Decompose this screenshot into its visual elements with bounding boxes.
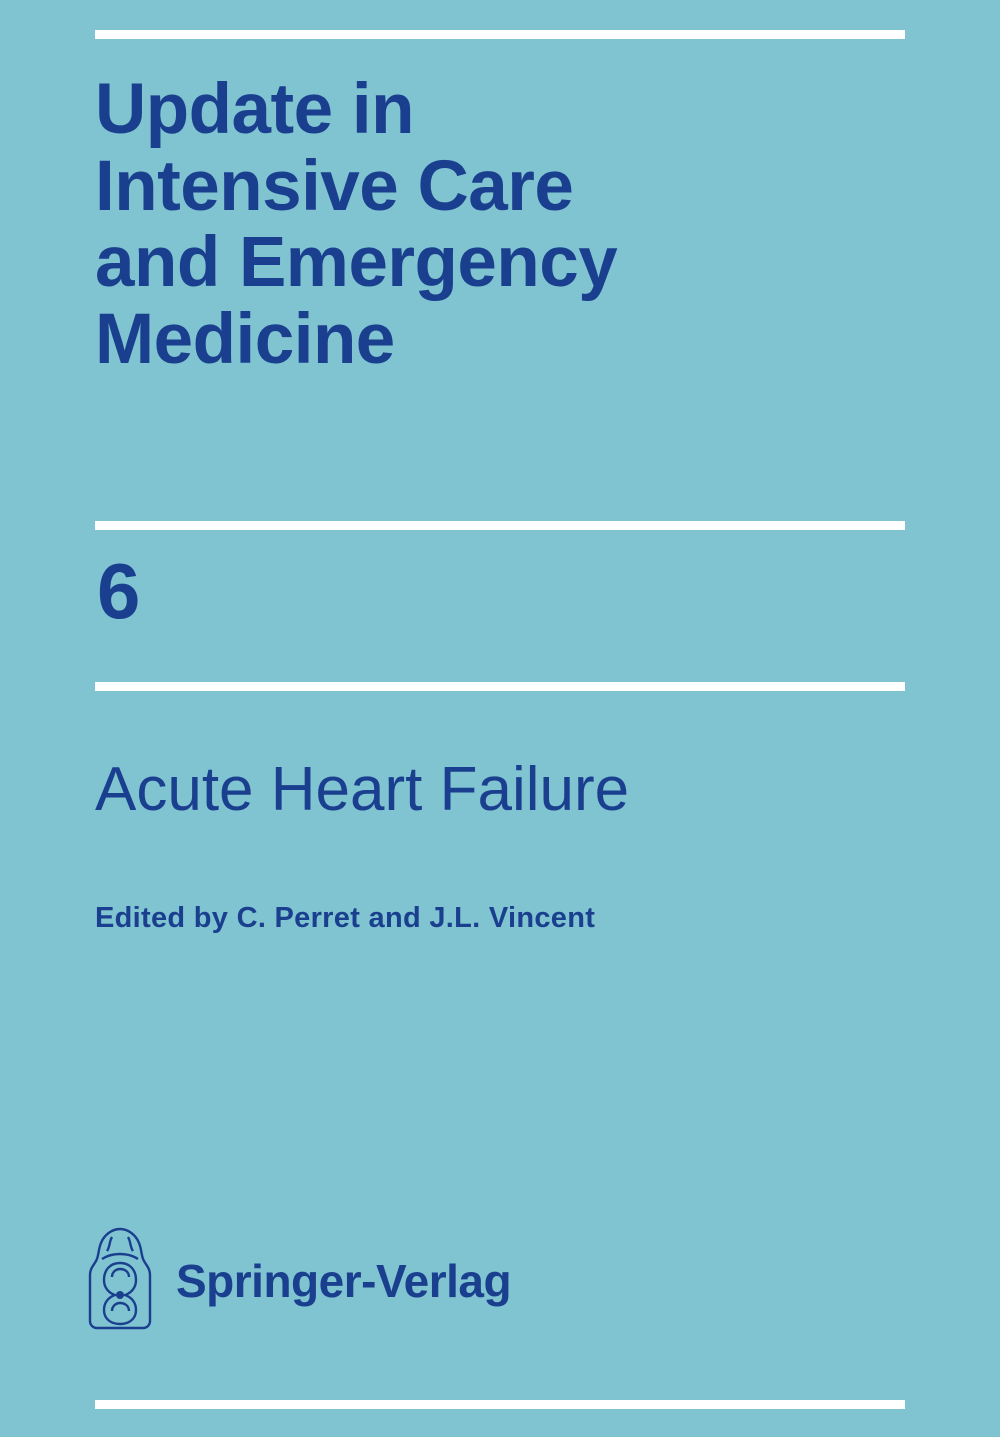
- divider-after-volume-number: [95, 682, 905, 691]
- publisher-block: [82, 1225, 511, 1337]
- editors-line: Edited by C. Perret and J.L. Vincent: [95, 902, 596, 934]
- divider-after-series-title: [95, 521, 905, 530]
- volume-number: 6: [97, 547, 141, 635]
- series-title: [95, 72, 925, 379]
- series-title-line-1: Update in: [95, 70, 414, 149]
- divider-top: [95, 30, 905, 39]
- book-title: Acute Heart Failure: [95, 755, 630, 824]
- divider-bottom: [95, 1400, 905, 1409]
- springer-knight-logo-icon: [82, 1225, 158, 1337]
- publisher-name: Springer-Verlag: [176, 1255, 512, 1307]
- series-title-line-2: Intensive Care: [95, 146, 574, 226]
- series-title-line-3: and Emergency: [95, 223, 618, 303]
- series-title-line-4: Medicine: [95, 300, 395, 380]
